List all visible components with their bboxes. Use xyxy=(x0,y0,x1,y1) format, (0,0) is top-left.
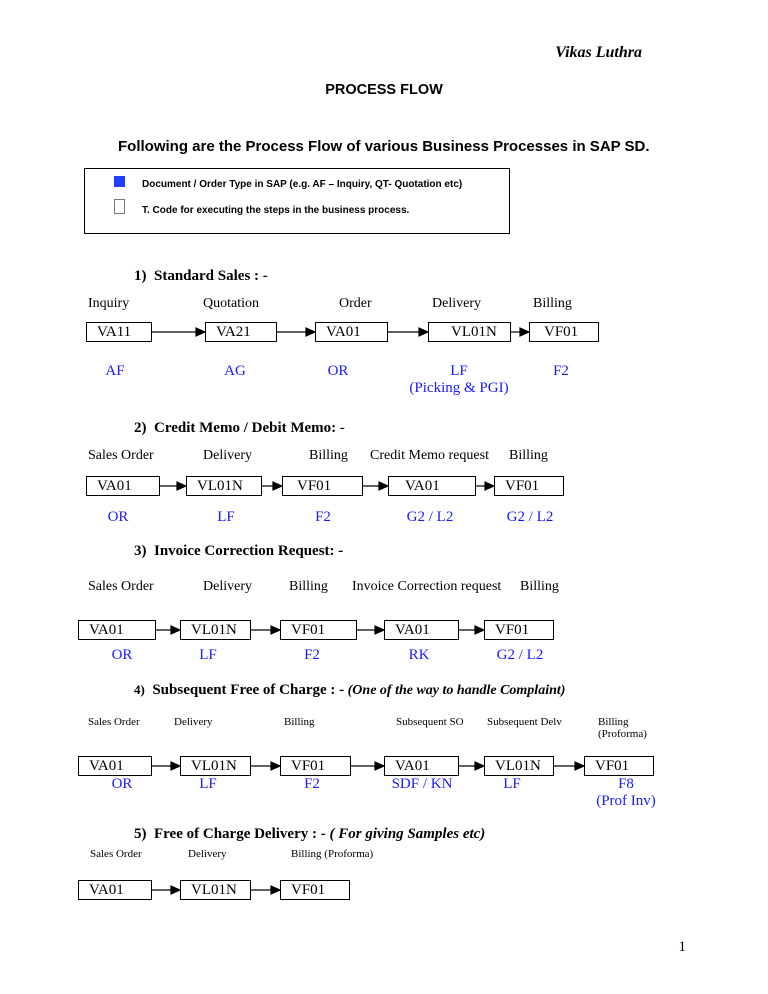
s4-doctype-sdf-kn: SDF / KN xyxy=(391,776,453,792)
s3-flow-arrows xyxy=(0,629,1,630)
s2-doctype-or: OR xyxy=(107,509,129,525)
s4-label-billing: Billing xyxy=(284,716,315,728)
s4-label-delivery: Delivery xyxy=(174,716,213,728)
s1-tcode-vl01n: VL01N xyxy=(428,322,511,342)
s5-flow-arrows xyxy=(0,889,1,890)
s5-label-billing-proforma: Billing (Proforma) xyxy=(291,848,374,860)
legend-box xyxy=(84,168,510,234)
tcode-box-icon xyxy=(114,199,125,214)
s3-label-delivery: Delivery xyxy=(203,579,252,594)
s3-label-billing: Billing xyxy=(289,579,328,594)
s3-doctype-rk: RK xyxy=(408,647,430,663)
s2-label-billing-2: Billing xyxy=(509,448,548,463)
s2-tcode-va01: VA01 xyxy=(86,476,160,496)
s5-label-delivery: Delivery xyxy=(188,848,227,860)
s4-flow-arrows xyxy=(0,765,1,766)
s3-label-billing-2: Billing xyxy=(520,579,559,594)
s2-doctype-g2-l2: G2 / L2 xyxy=(406,509,454,525)
s2-doctype-lf: LF xyxy=(217,509,235,525)
s3-tcode-va01: VA01 xyxy=(78,620,156,640)
s4-label-subsequent-so: Subsequent SO xyxy=(396,716,464,728)
s4-label-billing-proforma: Billing (Proforma) xyxy=(598,716,647,740)
s4-label-subsequent-delv: Subsequent Delv xyxy=(487,716,562,728)
s4-note-prof-inv: (Prof Inv) xyxy=(596,793,656,809)
s3-tcode-vf01-2: VF01 xyxy=(484,620,554,640)
s2-flow-arrows xyxy=(0,485,1,486)
s1-note-picking: (Picking & PGI) xyxy=(409,380,509,396)
legend-doc-type-text: Document / Order Type in SAP (e.g. AF – Inquiry, QT- Quotation etc) xyxy=(142,179,463,190)
s2-doctype-g2-l2-2: G2 / L2 xyxy=(506,509,554,525)
s2-label-delivery: Delivery xyxy=(203,448,252,463)
s1-tcode-va21: VA21 xyxy=(205,322,277,342)
s1-label-inquiry: Inquiry xyxy=(88,296,130,311)
s1-label-order: Order xyxy=(339,296,372,311)
s1-tcode-va11: VA11 xyxy=(86,322,152,342)
s3-tcode-vf01: VF01 xyxy=(280,620,357,640)
s4-doctype-or: OR xyxy=(111,776,133,792)
s4-doctype-lf-2: LF xyxy=(503,776,521,792)
s2-label-credit-memo-request: Credit Memo request xyxy=(370,448,489,463)
s4-doctype-lf: LF xyxy=(199,776,217,792)
section-5-heading: 5) Free of Charge Delivery : - ( For giving Samples etc) xyxy=(134,826,486,842)
s3-label-sales-order: Sales Order xyxy=(88,579,154,594)
s1-doctype-lf: LF xyxy=(450,363,468,379)
s5-tcode-va01: VA01 xyxy=(78,880,152,900)
s1-tcode-vf01: VF01 xyxy=(529,322,599,342)
s4-tcode-vf01: VF01 xyxy=(280,756,351,776)
s1-tcode-va01: VA01 xyxy=(315,322,388,342)
intro-text: Following are the Process Flow of various Business Processes in SAP SD. xyxy=(118,138,650,155)
author-name: Vikas Luthra xyxy=(555,44,642,61)
s1-doctype-af: AF xyxy=(105,363,125,379)
s5-tcode-vl01n: VL01N xyxy=(180,880,251,900)
s3-doctype-f2: F2 xyxy=(304,647,320,663)
s2-tcode-vf01-2: VF01 xyxy=(494,476,564,496)
s3-tcode-va01-2: VA01 xyxy=(384,620,459,640)
s2-label-billing: Billing xyxy=(309,448,348,463)
s2-label-sales-order: Sales Order xyxy=(88,448,154,463)
s4-tcode-vl01n-2: VL01N xyxy=(484,756,554,776)
s1-doctype-or: OR xyxy=(327,363,349,379)
section-2-heading: 2) Credit Memo / Debit Memo: - xyxy=(134,420,345,436)
section-3-heading: 3) Invoice Correction Request: - xyxy=(134,543,344,559)
s3-label-invoice-correction-request: Invoice Correction request xyxy=(352,579,502,594)
page-number: 1 xyxy=(678,939,686,955)
s3-doctype-lf: LF xyxy=(199,647,217,663)
s1-label-delivery: Delivery xyxy=(432,296,481,311)
s2-tcode-vl01n: VL01N xyxy=(186,476,262,496)
s3-doctype-or: OR xyxy=(111,647,133,663)
s4-tcode-vf01-2: VF01 xyxy=(584,756,654,776)
s5-tcode-vf01: VF01 xyxy=(280,880,350,900)
s1-label-quotation: Quotation xyxy=(203,296,259,311)
section-4-heading: 4) Subsequent Free of Charge : - (One of the way to handle Complaint) xyxy=(134,682,566,698)
s2-doctype-f2: F2 xyxy=(315,509,331,525)
s3-doctype-g2-l2: G2 / L2 xyxy=(496,647,544,663)
legend-tcode-text: T. Code for executing the steps in the business process. xyxy=(142,205,410,216)
s4-tcode-va01-2: VA01 xyxy=(384,756,459,776)
s1-label-billing: Billing xyxy=(533,296,572,311)
s4-doctype-f8: F8 xyxy=(618,776,634,792)
section-1-heading: 1) Standard Sales : - xyxy=(134,268,268,284)
s2-tcode-va01-2: VA01 xyxy=(388,476,476,496)
s1-doctype-ag: AG xyxy=(224,363,246,379)
s2-tcode-vf01: VF01 xyxy=(282,476,363,496)
s4-tcode-va01: VA01 xyxy=(78,756,152,776)
s4-doctype-f2: F2 xyxy=(304,776,320,792)
s5-label-sales-order: Sales Order xyxy=(90,848,142,860)
doc-type-square-icon xyxy=(114,176,125,187)
s3-tcode-vl01n: VL01N xyxy=(180,620,251,640)
s1-flow-arrows xyxy=(0,331,1,332)
s4-label-sales-order: Sales Order xyxy=(88,716,140,728)
s4-tcode-vl01n: VL01N xyxy=(180,756,251,776)
page-title: PROCESS FLOW xyxy=(325,82,443,98)
s1-doctype-f2: F2 xyxy=(553,363,569,379)
